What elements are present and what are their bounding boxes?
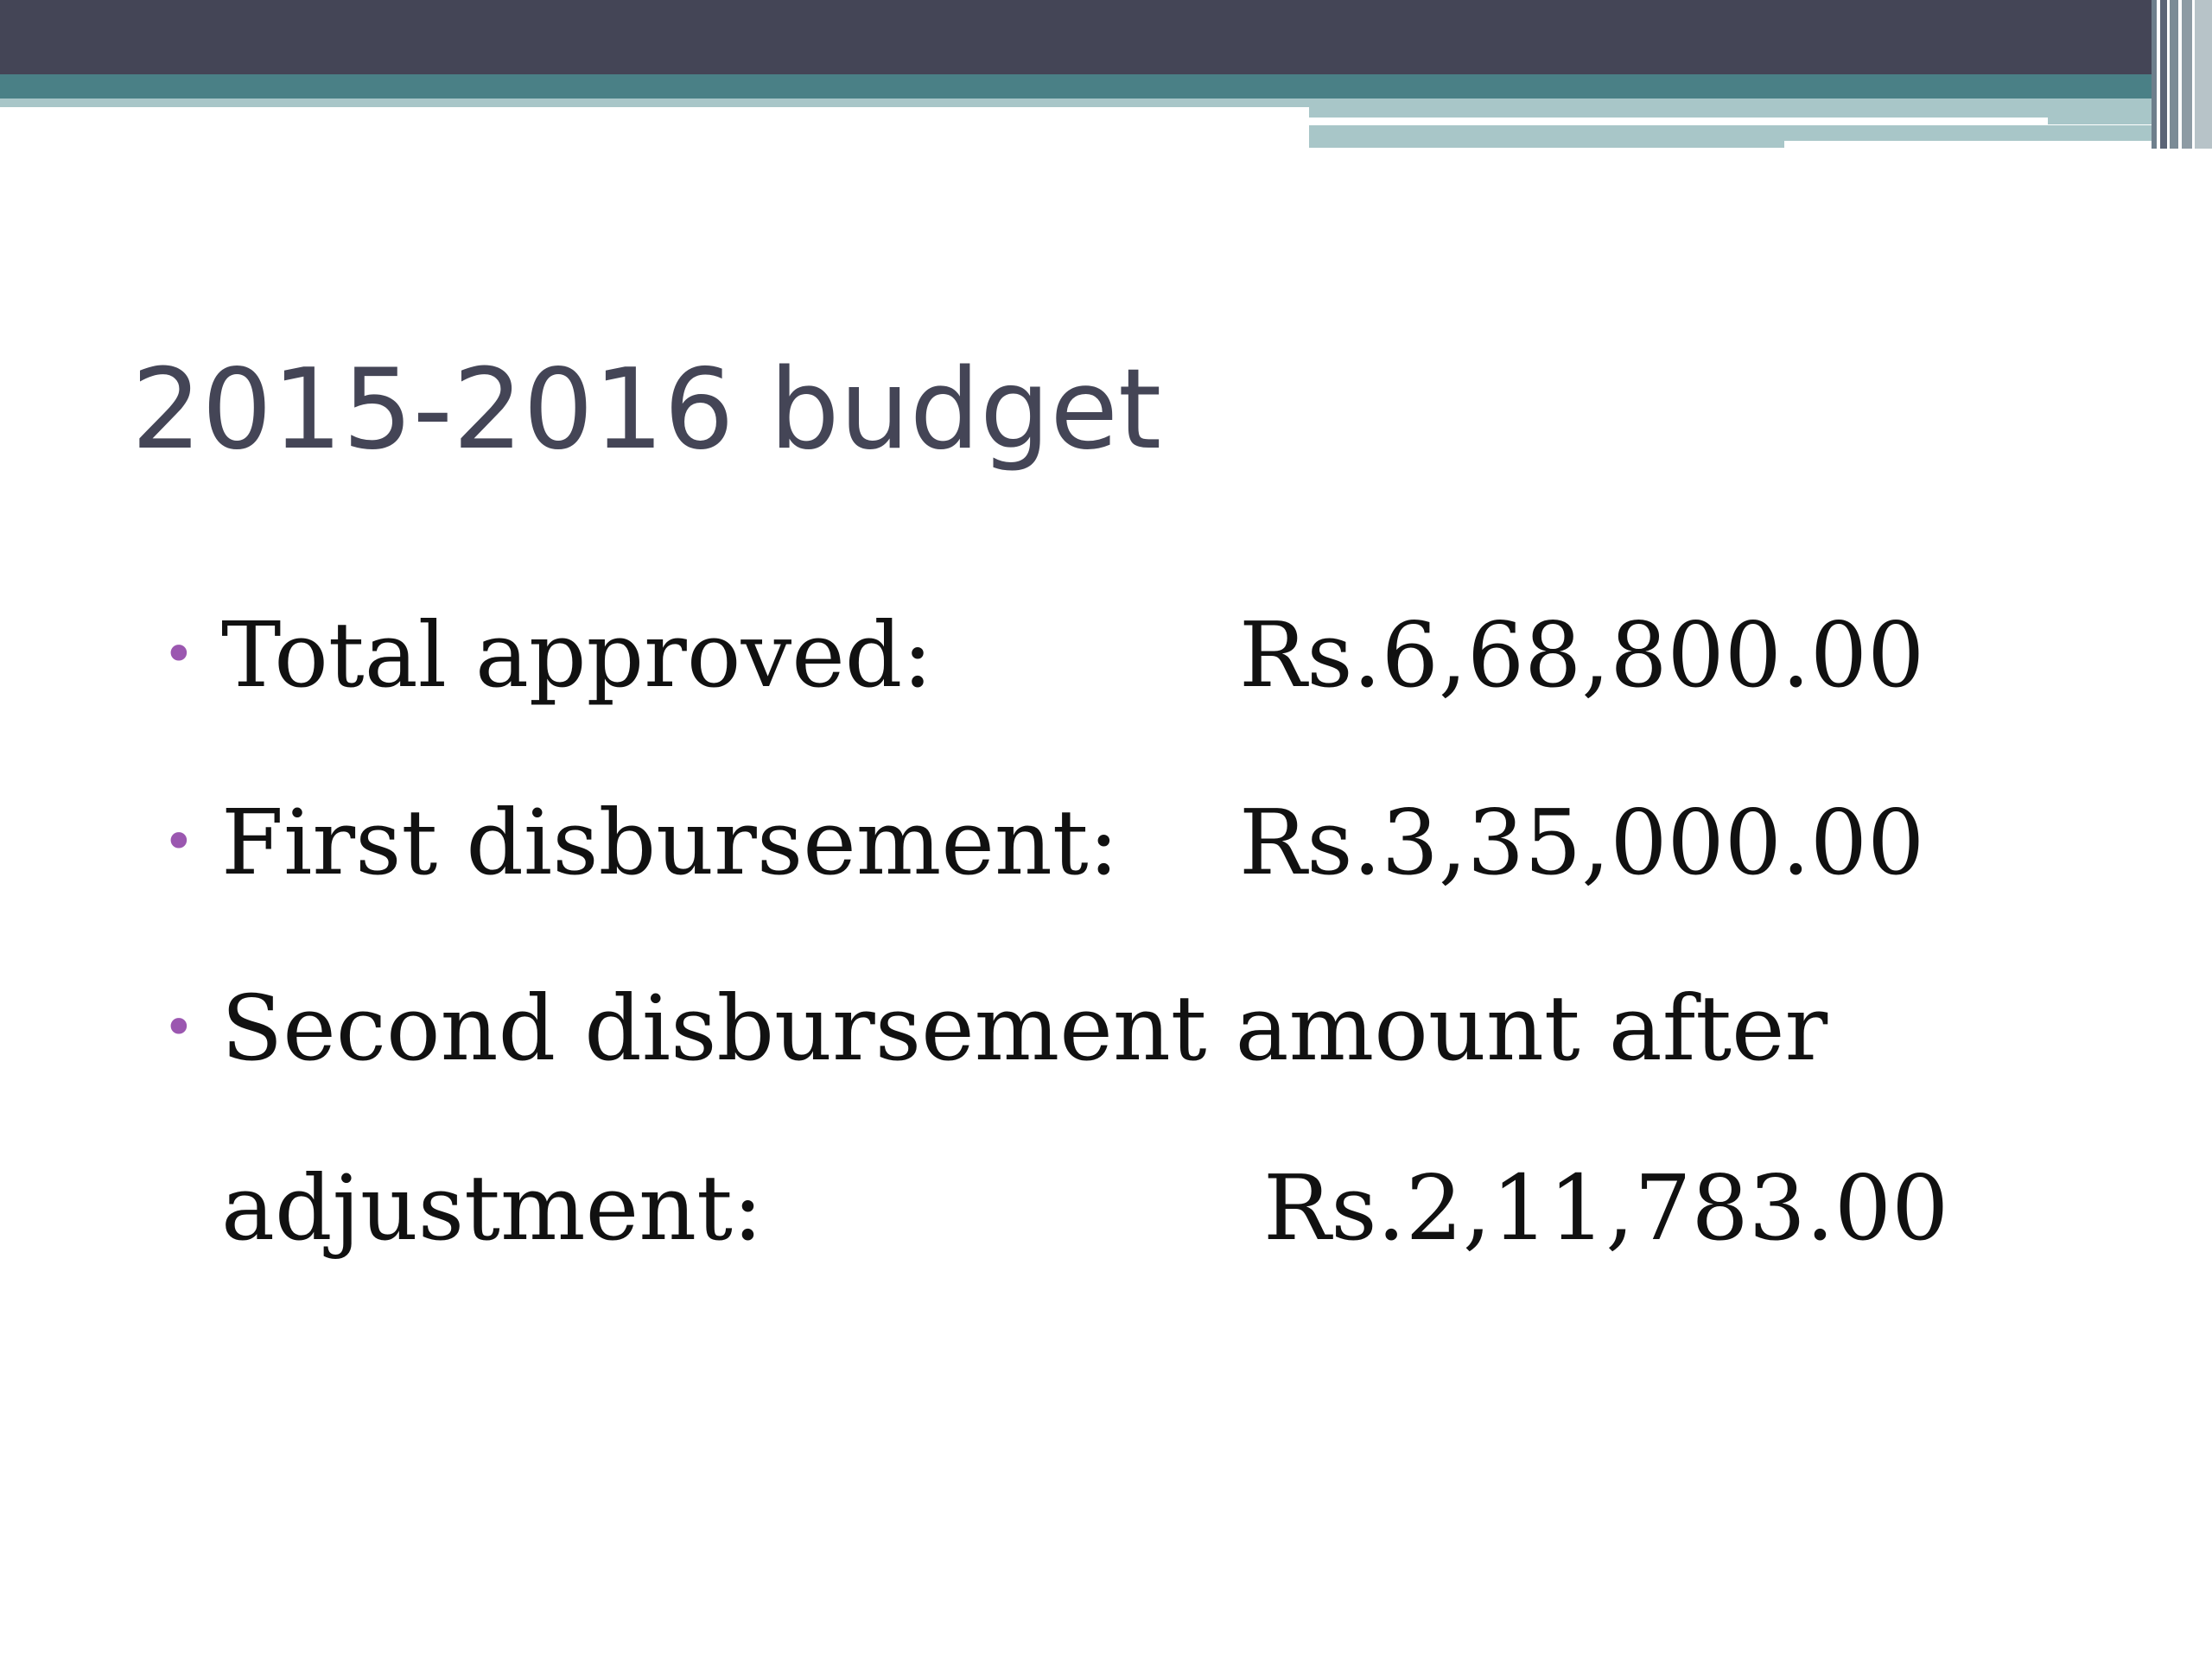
item-label: First disbursement: bbox=[221, 790, 1119, 895]
item-label: Total approved: bbox=[221, 602, 933, 708]
header-divider-line bbox=[1309, 118, 2048, 125]
header-band-light bbox=[0, 99, 1309, 107]
bullet-dot-icon: • bbox=[162, 623, 195, 687]
list-item bbox=[0, 594, 2074, 715]
header-band-teal bbox=[0, 74, 2212, 99]
item-amount: Rs.2,11,783.00 bbox=[1263, 1155, 1949, 1261]
item-label: Second disbursement amount after bbox=[221, 976, 1828, 1081]
bullet-dot-icon: • bbox=[162, 810, 195, 874]
header-band-dark bbox=[0, 0, 2212, 74]
item-amount: Rs.3,35,000.00 bbox=[1239, 790, 1925, 895]
list-item bbox=[0, 968, 2074, 1089]
item-amount: Rs.6,68,800.00 bbox=[1239, 602, 1925, 708]
list-item-continuation bbox=[0, 1147, 2074, 1268]
slide-title: 2015-2016 budget bbox=[131, 346, 1162, 474]
header-stripes bbox=[2152, 0, 2212, 149]
item-label-continuation: adjustment: bbox=[221, 1155, 763, 1261]
bullet-dot-icon: • bbox=[162, 996, 195, 1060]
header-band-right-lower-gap bbox=[1784, 141, 2173, 148]
list-item bbox=[0, 782, 2074, 903]
